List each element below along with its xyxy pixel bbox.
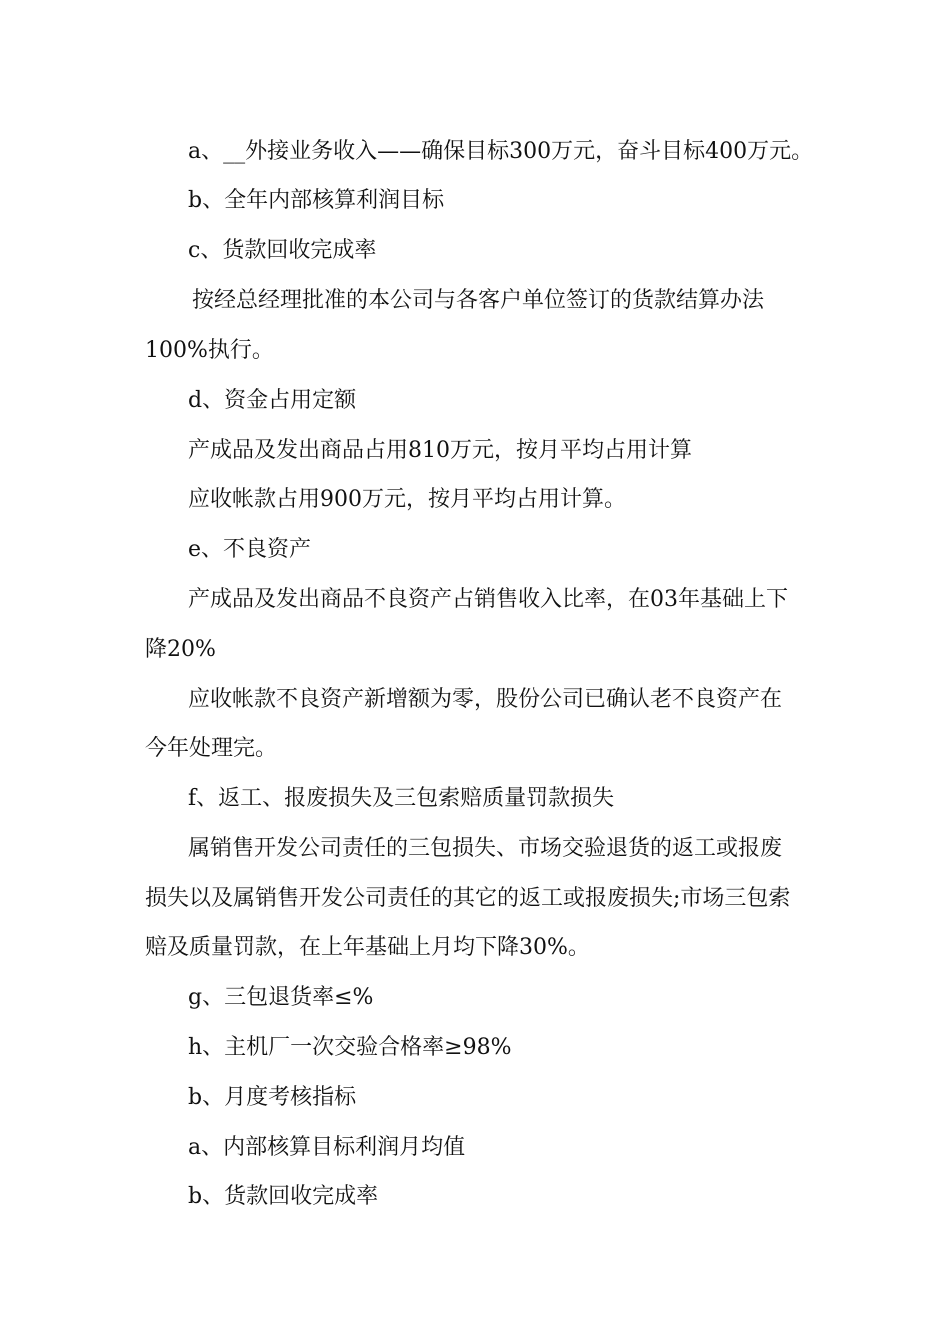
text-line: 产成品及发出商品不良资产占销售收入比率，在03年基础上下 [188,587,788,612]
text-line: f、返工、报废损失及三包索赔质量罚款损失 [188,786,615,811]
text-line: b、月度考核指标 [188,1085,357,1110]
text-line: 100%执行。 [145,338,274,363]
text-line: g、三包退货率≤% [188,985,374,1010]
text-line: a、内部核算目标利润月均值 [188,1135,466,1160]
text-line: b、全年内部核算利润目标 [188,188,445,213]
text-line: 损失以及属销售开发公司责任的其它的返工或报废损失;市场三包索 [145,886,791,911]
text-line: 产成品及发出商品占用810万元，按月平均占用计算 [188,438,692,463]
text-line: 应收帐款占用900万元，按月平均占用计算。 [188,487,626,512]
text-line: d、资金占用定额 [188,388,357,413]
text-line: 属销售开发公司责任的三包损失、市场交验退货的返工或报废 [188,836,783,861]
text-line: 应收帐款不良资产新增额为零，股份公司已确认老不良资产在 [188,687,783,712]
text-line: 按经总经理批准的本公司与各客户单位签订的货款结算办法 [192,288,765,313]
text-line: e、不良资产 [188,537,312,562]
text-line: a、__外接业务收入——确保目标300万元，奋斗目标400万元。 [188,139,814,164]
text-line: 今年处理完。 [145,736,278,761]
text-line: b、货款回收完成率 [188,1184,379,1209]
text-line: 赔及质量罚款，在上年基础上月均下降30%。 [145,935,590,960]
text-line: h、主机厂一次交验合格率≥98% [188,1035,512,1060]
text-line: 降20% [145,637,216,662]
text-line: c、货款回收完成率 [188,238,377,263]
